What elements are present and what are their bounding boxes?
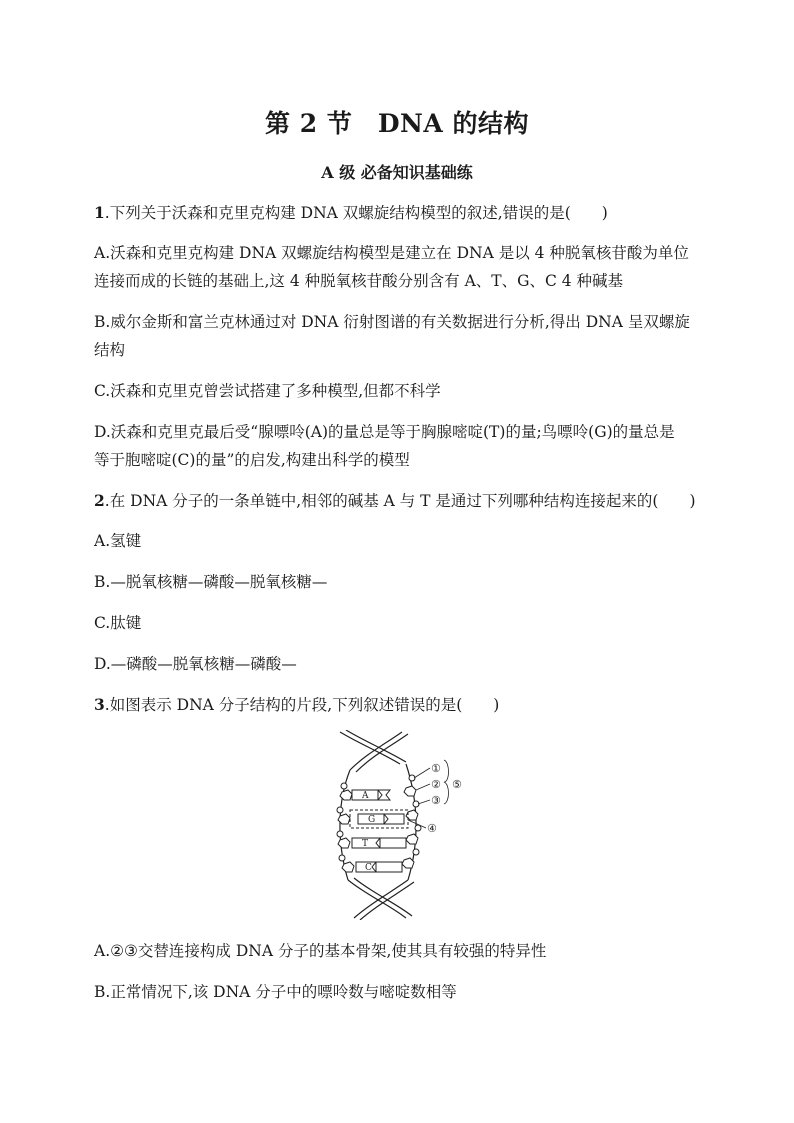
brace-5 xyxy=(444,760,449,804)
sugar-right-4 xyxy=(402,858,414,868)
base-pair-3-right-block xyxy=(380,838,406,848)
q1-option-c: C.沃森和克里克曾尝试搭建了多种模型,但都不科学 xyxy=(94,382,441,400)
q1-option-d-line1: D.沃森和克里克最后受“腺嘌呤(A)的量总是等于胸腺嘧啶(T)的量;鸟嘌呤(G)的量总是 xyxy=(94,423,675,441)
label-1: ① xyxy=(431,762,441,775)
q2-option-d: D.—磷酸—脱氧核糖—磷酸— xyxy=(94,655,297,673)
leader-2 xyxy=(416,784,430,790)
q1-option-a-line1: A.沃森和克里克构建 DNA 双螺旋结构模型是建立在 DNA 是以 4 种脱氧核苷酸为单位 xyxy=(94,244,689,262)
phosphate-left-4 xyxy=(339,855,345,861)
q1-option-b-line2: 结构 xyxy=(94,341,126,359)
helix-strand-top-left xyxy=(340,732,400,764)
question-3-number: 3 xyxy=(94,695,105,714)
q3-option-b: B.正常情况下,该 DNA 分子中的嘌呤数与嘧啶数相等 xyxy=(94,983,457,1001)
q2-option-a: A.氢键 xyxy=(94,532,142,550)
question-3-stem xyxy=(94,695,499,715)
label-2: ② xyxy=(431,778,441,791)
sugar-left-3 xyxy=(338,838,350,848)
label-5: ⑤ xyxy=(452,778,462,791)
q2-option-b: B.—脱氧核糖—磷酸—脱氧核糖— xyxy=(94,573,328,591)
sugar-right-1 xyxy=(404,786,416,796)
sugar-left-1 xyxy=(340,790,352,800)
helix-strand-bottom-right xyxy=(354,880,408,918)
question-1-stem xyxy=(94,203,608,223)
question-1-number: 1 xyxy=(94,203,105,222)
phosphate-right-4 xyxy=(413,849,419,855)
leader-1 xyxy=(414,768,430,778)
phosphate-left-1 xyxy=(341,783,347,789)
question-2-stem xyxy=(94,491,696,511)
base-c: C xyxy=(365,863,372,873)
q2-option-c: C.肽键 xyxy=(94,614,142,632)
base-a: A xyxy=(362,791,369,801)
label-4: ④ xyxy=(427,822,437,835)
question-2-number: 2 xyxy=(94,491,105,510)
question-1-text: .下列关于沃森和克里克构建 DNA 双螺旋结构模型的叙述,错误的是( ) xyxy=(104,204,608,222)
base-pair-1-right-block xyxy=(378,790,390,800)
label-3: ③ xyxy=(431,794,441,807)
section-title: 第 2 节 DNA 的结构 xyxy=(265,109,529,138)
question-2-text: .在 DNA 分子的一条单链中,相邻的碱基 A 与 T 是通过下列哪种结构连接起来的( ) xyxy=(104,492,696,510)
phosphate-left-2 xyxy=(337,807,343,813)
sugar-right-3 xyxy=(406,834,418,844)
q1-option-d-line2: 等于胞嘧啶(C)的量”的启发,构建出科学的模型 xyxy=(94,451,410,469)
q3-option-a: A.②③交替连接构成 DNA 分子的基本骨架,使其具有较强的特异性 xyxy=(94,942,547,960)
base-pair-4-right-block xyxy=(376,862,402,872)
base-g: G xyxy=(368,815,376,825)
leader-3 xyxy=(418,800,430,804)
helix-strand-bottom-left xyxy=(348,880,406,918)
phosphate-left-3 xyxy=(337,831,343,837)
base-t: T xyxy=(362,839,369,849)
level-heading: A 级 必备知识基础练 xyxy=(321,163,473,182)
question-3-text: .如图表示 DNA 分子结构的片段,下列叙述错误的是( ) xyxy=(104,696,500,714)
phosphate-right-3 xyxy=(415,825,421,831)
q1-option-b-line1: B.威尔金斯和富兰克林通过对 DNA 衍射图谱的有关数据进行分析,得出 DNA 呈双螺旋 xyxy=(94,313,690,331)
dna-structure-diagram xyxy=(310,730,470,920)
q1-option-a-line2: 连接而成的长链的基础上,这 4 种脱氧核苷酸分别含有 A、T、G、C 4 种碱基 xyxy=(94,272,624,290)
base-pair-2-right-block xyxy=(384,814,404,824)
